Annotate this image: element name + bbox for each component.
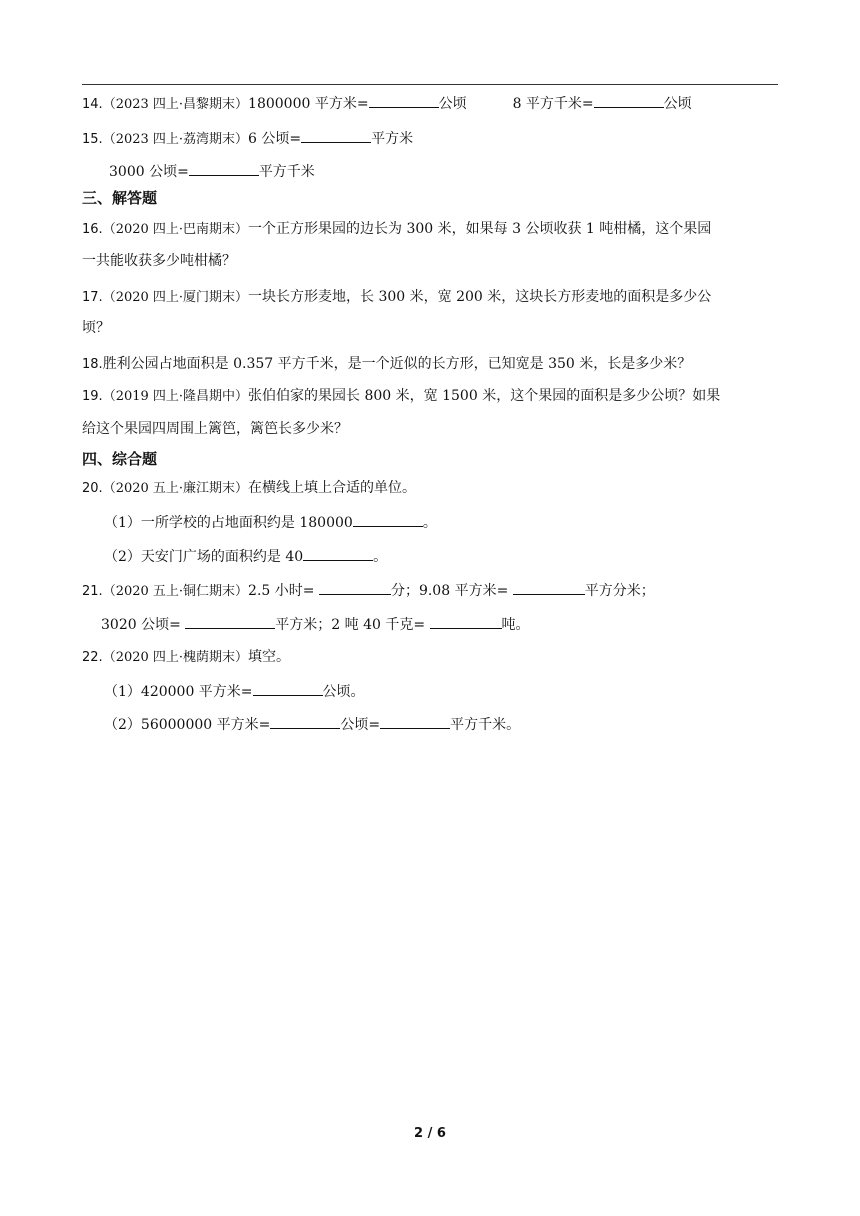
question-text: 3020 公顷=: [101, 617, 186, 633]
answer-blank[interactable]: [369, 93, 439, 108]
question-source: （2020 四上·巴南期末）: [102, 222, 249, 237]
unit-label: 公顷: [663, 96, 692, 112]
question-text: （2）56000000 平方米=: [104, 717, 271, 733]
question-22: [82, 647, 290, 668]
question-text: 3000 公顷=: [109, 164, 189, 180]
answer-blank[interactable]: [301, 128, 371, 143]
question-text: 6 公顷=: [248, 131, 302, 147]
question-16-cont: 一共能收获多少吨柑橘？: [82, 253, 236, 269]
question-number: 21.: [82, 584, 103, 599]
question-source: （2023 四上·昌黎期末）: [102, 97, 249, 112]
question-number: 17.: [82, 290, 103, 305]
question-22-part-2: [104, 714, 520, 735]
punctuation: 。: [373, 549, 388, 565]
question-text: （2）天安门广场的面积约是 40: [104, 549, 304, 565]
unit-label: 平方千米: [258, 164, 315, 180]
answer-blank[interactable]: [430, 614, 502, 629]
question-source: （2023 四上·荔湾期末）: [102, 132, 249, 147]
question-number: 19.: [82, 389, 103, 404]
question-22-part-1: [104, 681, 365, 702]
unit-label: 分；9.08 平方米=: [390, 583, 513, 599]
question-21: [82, 580, 655, 602]
question-text: 2.5 小时=: [248, 583, 319, 599]
question-19: [82, 386, 720, 407]
unit-label: 平方千米。: [450, 717, 521, 733]
question-15-part-b: [109, 161, 315, 182]
question-text: （1）420000 平方米=: [104, 684, 253, 700]
unit-label: 平方米: [371, 131, 414, 147]
question-17: [82, 287, 711, 308]
question-16: [82, 219, 711, 240]
question-text: 8 平方千米=: [512, 96, 594, 112]
unit-label: 公顷=: [340, 717, 381, 733]
answer-blank[interactable]: [253, 681, 323, 696]
unit-label: 吨。: [501, 617, 530, 633]
question-source: （2020 四上·厦门期末）: [102, 290, 249, 305]
question-20: [82, 478, 416, 499]
unit-label: 平方分米；: [584, 583, 655, 599]
question-17-cont: 顷？: [82, 320, 110, 336]
question-15: [82, 128, 413, 150]
question-text: 胜利公园占地面积是 0.357 平方千米，是一个近似的长方形，已知宽是 350 米，长是多少米？: [102, 356, 692, 372]
unit-label: 公顷。: [322, 684, 365, 700]
question-20-part-1: [104, 512, 437, 533]
answer-blank[interactable]: [185, 614, 275, 629]
question-19-cont: 给这个果园四周围上篱笆，篱笆长多少米？: [82, 421, 348, 437]
punctuation: 。: [422, 515, 437, 531]
question-number: 18.: [82, 357, 103, 372]
answer-blank[interactable]: [380, 714, 450, 729]
question-text: 填空。: [248, 649, 291, 665]
question-text: 1800000 平方米=: [248, 96, 369, 112]
question-source: （2020 四上·槐荫期末）: [102, 650, 249, 665]
unit-label: 公顷: [438, 96, 467, 112]
question-number: 22.: [82, 650, 103, 665]
answer-blank[interactable]: [353, 512, 423, 527]
question-number: 14.: [82, 97, 103, 112]
section-heading: 四、综合题: [82, 450, 158, 468]
question-text: （1）一所学校的占地面积约是 180000: [104, 515, 353, 531]
question-source: （2020 五上·廉江期末）: [102, 481, 249, 496]
answer-blank[interactable]: [270, 714, 340, 729]
answer-blank[interactable]: [319, 580, 391, 595]
question-18: [82, 354, 691, 375]
answer-blank[interactable]: [594, 93, 664, 108]
answer-blank[interactable]: [189, 161, 259, 176]
question-number: 15.: [82, 132, 103, 147]
question-number: 20.: [82, 481, 103, 496]
answer-blank[interactable]: [303, 546, 373, 561]
page-number: 2 / 6: [414, 1126, 446, 1141]
unit-label: 平方米；2 吨 40 千克=: [275, 617, 430, 633]
question-source: （2019 四上·隆昌期中）: [102, 389, 249, 404]
question-14: [82, 93, 692, 115]
question-text: 一个正方形果园的边长为 300 米，如果每 3 公顷收获 1 吨柑橘，这个果园: [248, 221, 712, 237]
question-source: （2020 五上·铜仁期末）: [102, 584, 249, 599]
header-rule: [82, 84, 778, 85]
question-20-part-2: [104, 546, 387, 567]
question-text: 张伯伯家的果园长 800 米，宽 1500 米，这个果园的面积是多少公顷？如果: [248, 388, 721, 404]
question-text: 在横线上填上合适的单位。: [248, 480, 417, 496]
question-text: 一块长方形麦地，长 300 米，宽 200 米，这块长方形麦地的面积是多少公: [248, 289, 712, 305]
answer-blank[interactable]: [513, 580, 585, 595]
question-number: 16.: [82, 222, 103, 237]
section-heading: 三、解答题: [82, 189, 158, 207]
question-21-cont: [101, 614, 530, 635]
